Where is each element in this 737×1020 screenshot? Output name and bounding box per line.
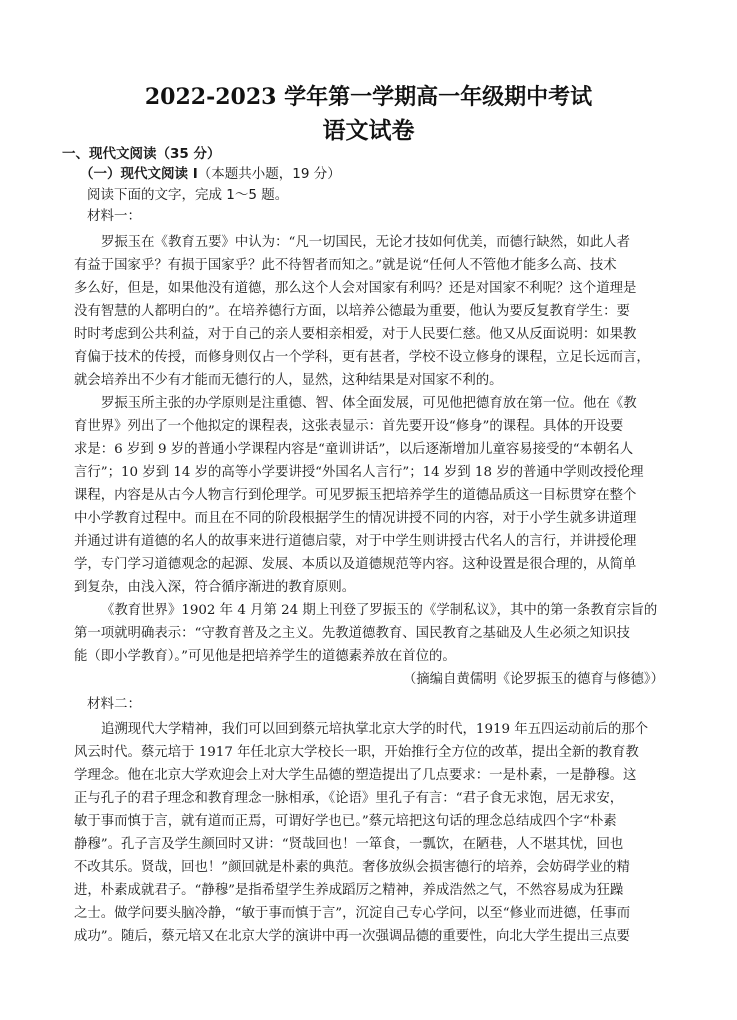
material2-line: 风云时代。蔡元培于 1917 年任北京大学校长一职，开始推行全方位的改革，提出全新的教育教	[74, 745, 639, 760]
material1-line: 第一项就明确表示：“守教育普及之主义。先教道德教育、国民教育之基础及人生必须之知识技	[74, 626, 630, 641]
material1-line: 中小学教育过程中。而且在不同的阶段根据学生的情况讲授不同的内容，对于小学生就多讲道理	[74, 511, 637, 526]
material1-line: 有益于国家乎？有损于国家乎？此不待智者而知之。”就是说“任何人不管他才能多么高、技术	[74, 258, 617, 273]
material1-line: 罗振玉在《教育五要》中认为：“凡一切国民，无论才技如何优美，而德行缺然，如此人者	[101, 235, 631, 250]
material2-line: 静穆”。孔子言及学生颜回时又讲：“贤哉回也！一箪食，一瓢饮，在陋巷，人不堪其忧，回也	[74, 837, 624, 852]
material1-line: 罗振玉所主张的办学原则是注重德、智、体全面发展，可见他把德育放在第一位。他在《教	[101, 396, 637, 411]
exam-title: 2022-2023 学年第一学期高一年级期中考试	[144, 84, 593, 110]
material2-line: 不改其乐。贤哉，回也！”颜回就是朴素的典范。奢侈放纵会损害德行的培养，会妨碍学业的精	[74, 860, 630, 875]
sub-heading	[80, 164, 670, 184]
material1-line: 能（即小学教育）。”可见他是把培养学生的道德素养放在首位的。	[74, 649, 456, 664]
material1-label: 材料一：	[87, 208, 141, 224]
material2-label: 材料二：	[87, 696, 141, 712]
sub-heading-detail: （本题共小题，19 分）	[197, 166, 341, 182]
material2-line: 正与孔子的君子理念和教育理念一脉相承，《论语》里孔子有言：“君子食无求饱，居无求安，	[74, 791, 624, 806]
material1-line: 言行”；10 岁到 14 岁的高等小学要讲授“外国名人言行”；14 岁到 18 岁的普通中学则改授伦理	[74, 465, 644, 480]
material2-line: 学理念。他在北京大学欢迎会上对大学生品德的塑造提出了几点要求：一是朴素，一是静穆。这	[74, 768, 637, 783]
material1-line: 时时考虑到公共利益，对于自己的亲人要相亲相爱，对于人民要仁慈。他又从反面说明：如果教	[74, 327, 637, 342]
material2-line: 敏于事而慎于言，就有道而正焉，可谓好学也已。”蔡元培把这句话的理念总结成四个字“朴素	[74, 814, 617, 829]
material1-line: 多么好，但是，如果他没有道德，那么这个人会对国家有利吗？还是对国家不利呢？这个道理是	[74, 281, 637, 296]
material2-line: 之士。做学问要头脑冷静，“敏于事而慎于言”，沉淀自己专心学问，以至“修业而进德，任事而	[74, 906, 631, 921]
exam-subtitle: 语文试卷	[322, 117, 415, 144]
section-heading: 一、现代文阅读（35 分）	[62, 146, 221, 162]
instruction-text: 阅读下面的文字，完成 1～5 题。	[87, 187, 289, 203]
material2-line: 成功”。随后，蔡元培又在北京大学的演讲中再一次强调品德的重要性，向北大学生提出三点要	[74, 929, 630, 944]
material2-line: 追溯现代大学精神，我们可以回到蔡元培执掌北京大学的时代，1919 年五四运动前后的那个	[101, 722, 649, 737]
material1-line: 育世界》列出了一个他拟定的课程表，这张表显示：首先要开设“修身”的课程。具体的开设要	[74, 419, 624, 434]
material1-line: 求是：6 岁到 9 岁的普通小学课程内容是“童训讲话”，以后逐渐增加儿童容易接受的“本朝名人	[74, 442, 634, 457]
material1-line: 就会培养出不少有才能而无德行的人，显然，这种结果是对国家不利的。	[74, 373, 503, 388]
material1-line: 学，专门学习道德观念的起源、发展、本质以及道德规范等内容。这种设置是很合理的，从简单	[74, 557, 637, 572]
material1-line: 没有智慧的人都明白的”。在培养德行方面，以培养公德最为重要，他认为要反复教育学生：要	[74, 304, 630, 319]
material2-line: 进，朴素成就君子。“静穆”是指希望学生养成蹈厉之精神，养成浩然之气，不然容易成为狂躁	[74, 883, 624, 898]
material1-line: 《教育世界》1902 年 4 月第 24 期上刊登了罗振玉的《学制私议》，其中的第一条教育宗旨的	[101, 603, 658, 618]
source-citation: （摘编自黄儒明《论罗振玉的德育与修德》）	[402, 672, 664, 687]
material1-line: 育偏于技术的传授，而修身则仅占一个学科，更有甚者，学校不设立修身的课程，立足长远而言，	[74, 350, 650, 365]
material1-line: 并通过讲有道德的名人的故事来进行道德启蒙，对于中学生则讲授古代名人的言行，并讲授伦理	[74, 534, 637, 549]
material1-line: 到复杂，由浅入深，符合循序渐进的教育原则。	[74, 580, 356, 595]
material1-line: 课程，内容是从古今人物言行到伦理学。可见罗振玉把培养学生的道德品质这一目标贯穿在整个	[74, 488, 637, 503]
sub-heading-title: （一）现代文阅读 I	[80, 166, 198, 182]
